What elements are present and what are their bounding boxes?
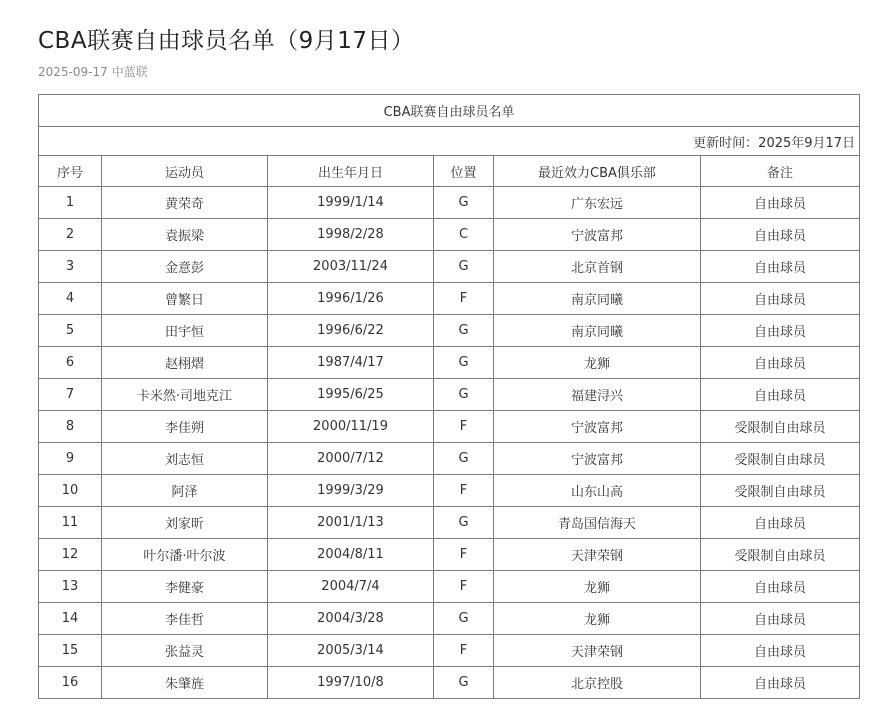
- player-name-cell: 曾繁日: [102, 283, 268, 315]
- player-name-cell: 李佳朔: [102, 411, 268, 443]
- club-cell: 青岛国信海天: [494, 507, 701, 539]
- player-name-cell: 李健豪: [102, 571, 268, 603]
- header-cell-birthdate: 出生年月日: [268, 156, 434, 187]
- club-cell: 宁波富邦: [494, 443, 701, 475]
- table-row: [39, 379, 860, 411]
- club-cell: 山东山高: [494, 475, 701, 507]
- header-cell-position: 位置: [434, 156, 494, 187]
- birthdate-cell: 1987/4/17: [268, 347, 434, 379]
- birthdate-cell: 2005/3/14: [268, 635, 434, 667]
- birthdate-cell: 2004/3/28: [268, 603, 434, 635]
- player-name-cell: 金意彭: [102, 251, 268, 283]
- table-row: [39, 443, 860, 475]
- position-cell: G: [434, 379, 494, 411]
- player-name-cell: 田宇恒: [102, 315, 268, 347]
- table-caption: CBA联赛自由球员名单: [39, 95, 860, 127]
- birthdate-cell: 2004/8/11: [268, 539, 434, 571]
- club-cell: 龙狮: [494, 571, 701, 603]
- player-name-cell: 朱肇旌: [102, 667, 268, 699]
- table-row: [39, 411, 860, 443]
- table-row: [39, 251, 860, 283]
- position-cell: G: [434, 603, 494, 635]
- index-cell: 4: [39, 283, 102, 315]
- table-header-row: [39, 156, 860, 187]
- birthdate-cell: 1996/1/26: [268, 283, 434, 315]
- publish-date: 2025-09-17: [38, 65, 108, 79]
- birthdate-cell: 1999/1/14: [268, 187, 434, 219]
- note-cell: 受限制自由球员: [701, 475, 860, 507]
- note-cell: 自由球员: [701, 283, 860, 315]
- club-cell: 南京同曦: [494, 283, 701, 315]
- table-row: [39, 667, 860, 699]
- header-cell-note: 备注: [701, 156, 860, 187]
- header-cell-club: 最近效力CBA俱乐部: [494, 156, 701, 187]
- position-cell: C: [434, 219, 494, 251]
- index-cell: 10: [39, 475, 102, 507]
- note-cell: 受限制自由球员: [701, 411, 860, 443]
- header-cell-player: 运动员: [102, 156, 268, 187]
- article-meta: [38, 63, 152, 80]
- player-name-cell: 袁振梁: [102, 219, 268, 251]
- note-cell: 自由球员: [701, 347, 860, 379]
- update-time: 更新时间：2025年9月17日: [39, 127, 860, 156]
- position-cell: G: [434, 507, 494, 539]
- table-row: [39, 283, 860, 315]
- player-name-cell: 刘家昕: [102, 507, 268, 539]
- position-cell: F: [434, 411, 494, 443]
- note-cell: 自由球员: [701, 315, 860, 347]
- position-cell: F: [434, 571, 494, 603]
- index-cell: 1: [39, 187, 102, 219]
- table-row: [39, 507, 860, 539]
- note-cell: 受限制自由球员: [701, 539, 860, 571]
- club-cell: 广东宏远: [494, 187, 701, 219]
- position-cell: G: [434, 347, 494, 379]
- index-cell: 16: [39, 667, 102, 699]
- note-cell: 自由球员: [701, 507, 860, 539]
- position-cell: F: [434, 283, 494, 315]
- index-cell: 6: [39, 347, 102, 379]
- club-cell: 宁波富邦: [494, 411, 701, 443]
- position-cell: G: [434, 187, 494, 219]
- club-cell: 北京首钢: [494, 251, 701, 283]
- position-cell: G: [434, 251, 494, 283]
- index-cell: 13: [39, 571, 102, 603]
- club-cell: 龙狮: [494, 347, 701, 379]
- note-cell: 自由球员: [701, 603, 860, 635]
- table-row: [39, 635, 860, 667]
- note-cell: 自由球员: [701, 251, 860, 283]
- index-cell: 12: [39, 539, 102, 571]
- index-cell: 2: [39, 219, 102, 251]
- player-name-cell: 黄荣奇: [102, 187, 268, 219]
- birthdate-cell: 2000/7/12: [268, 443, 434, 475]
- note-cell: 自由球员: [701, 187, 860, 219]
- position-cell: G: [434, 667, 494, 699]
- position-cell: G: [434, 443, 494, 475]
- table-row: [39, 603, 860, 635]
- article-title: CBA联赛自由球员名单（9月17日）: [38, 28, 415, 54]
- birthdate-cell: 1997/10/8: [268, 667, 434, 699]
- table-row: [39, 571, 860, 603]
- birthdate-cell: 2004/7/4: [268, 571, 434, 603]
- position-cell: G: [434, 315, 494, 347]
- table-row: [39, 539, 860, 571]
- note-cell: 自由球员: [701, 635, 860, 667]
- source-name: 中蓝联: [111, 65, 148, 79]
- player-name-cell: 李佳哲: [102, 603, 268, 635]
- club-cell: 天津荣钢: [494, 635, 701, 667]
- note-cell: 自由球员: [701, 379, 860, 411]
- index-cell: 5: [39, 315, 102, 347]
- birthdate-cell: 1998/2/28: [268, 219, 434, 251]
- index-cell: 7: [39, 379, 102, 411]
- position-cell: F: [434, 539, 494, 571]
- index-cell: 14: [39, 603, 102, 635]
- birthdate-cell: 2000/11/19: [268, 411, 434, 443]
- birthdate-cell: 2001/1/13: [268, 507, 434, 539]
- player-name-cell: 阿泽: [102, 475, 268, 507]
- table-row: [39, 315, 860, 347]
- club-cell: 宁波富邦: [494, 219, 701, 251]
- index-cell: 8: [39, 411, 102, 443]
- birthdate-cell: 1995/6/25: [268, 379, 434, 411]
- table-row: [39, 475, 860, 507]
- player-name-cell: 张益灵: [102, 635, 268, 667]
- table-row: [39, 219, 860, 251]
- player-name-cell: 卡米然·司地克江: [102, 379, 268, 411]
- birthdate-cell: 1999/3/29: [268, 475, 434, 507]
- note-cell: 自由球员: [701, 219, 860, 251]
- note-cell: 自由球员: [701, 571, 860, 603]
- table-caption-row: [39, 95, 860, 127]
- index-cell: 15: [39, 635, 102, 667]
- header-cell-index: 序号: [39, 156, 102, 187]
- birthdate-cell: 1996/6/22: [268, 315, 434, 347]
- index-cell: 9: [39, 443, 102, 475]
- club-cell: 天津荣钢: [494, 539, 701, 571]
- free-agent-table-container: [38, 94, 859, 699]
- player-name-cell: 刘志恒: [102, 443, 268, 475]
- club-cell: 北京控股: [494, 667, 701, 699]
- birthdate-cell: 2003/11/24: [268, 251, 434, 283]
- note-cell: 自由球员: [701, 667, 860, 699]
- position-cell: F: [434, 475, 494, 507]
- club-cell: 龙狮: [494, 603, 701, 635]
- player-name-cell: 叶尔潘·叶尔波: [102, 539, 268, 571]
- table-row: [39, 347, 860, 379]
- note-cell: 受限制自由球员: [701, 443, 860, 475]
- position-cell: F: [434, 635, 494, 667]
- club-cell: 福建浔兴: [494, 379, 701, 411]
- index-cell: 11: [39, 507, 102, 539]
- index-cell: 3: [39, 251, 102, 283]
- club-cell: 南京同曦: [494, 315, 701, 347]
- free-agent-table: [38, 94, 860, 699]
- player-name-cell: 赵栩熠: [102, 347, 268, 379]
- table-row: [39, 187, 860, 219]
- update-time-row: [39, 127, 860, 156]
